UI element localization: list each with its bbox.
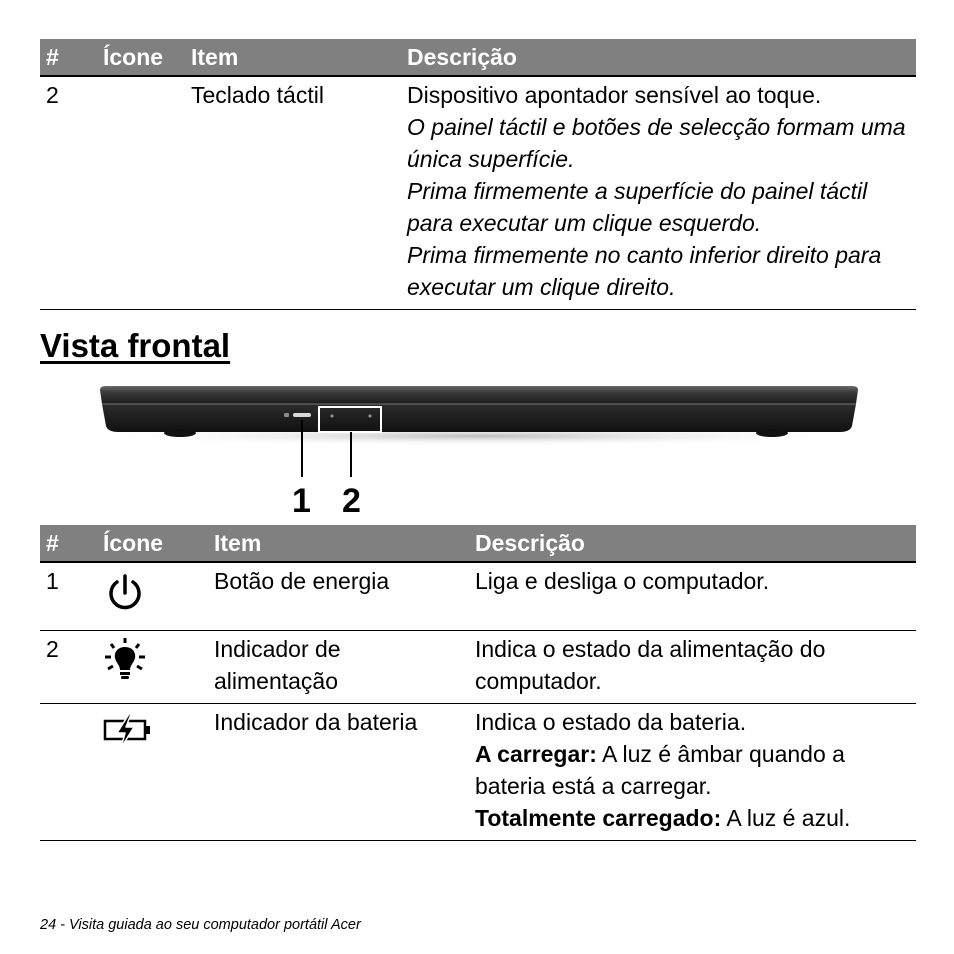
row-icon <box>97 703 208 840</box>
desc-note-2: Prima firmemente a superfície do painel táctil para executar um clique esquerdo. <box>407 178 868 236</box>
charging-text: A luz é âmbar quando a bateria está a carregar. <box>475 740 845 799</box>
battery-desc-main: Indica o estado da bateria. <box>475 708 747 735</box>
callout-label-2: 2 <box>342 482 361 520</box>
callout-label-1: 1 <box>292 482 311 520</box>
table-header <box>40 39 916 76</box>
battery-charging-icon <box>103 712 153 752</box>
header-number: # <box>40 525 97 562</box>
desc-main: Dispositivo apontador sensível ao toque. <box>407 82 822 108</box>
row-description <box>469 703 916 840</box>
row-icon <box>97 630 208 703</box>
header-description: Descrição <box>469 525 916 562</box>
header-description: Descrição <box>401 39 916 76</box>
row-icon <box>97 562 208 630</box>
front-view-table <box>40 525 916 841</box>
charging-label: A carregar: <box>475 740 597 767</box>
table-row <box>40 562 916 630</box>
row-number: 2 <box>40 630 97 703</box>
row-description: Liga e desliga o computador. <box>469 562 916 630</box>
table-row <box>40 630 916 703</box>
battery-desc-charging <box>475 738 910 802</box>
desc-note-3: Prima firmemente no canto inferior direito para executar um clique direito. <box>407 242 882 300</box>
row-item: Indicador da bateria <box>208 703 469 840</box>
row-description <box>401 76 916 310</box>
table-row <box>40 76 916 310</box>
row-number: 2 <box>40 76 97 310</box>
header-item: Item <box>208 525 469 562</box>
section-title: Vista frontal <box>40 327 231 364</box>
battery-desc-full <box>475 802 910 834</box>
row-item: Botão de energia <box>208 562 469 630</box>
row-description: Indica o estado da alimentação do computador. <box>469 630 916 703</box>
laptop-front-view-illustration <box>80 380 880 480</box>
row-item: Indicador de alimentação <box>208 630 469 703</box>
power-button-shape <box>293 413 311 417</box>
power-icon <box>103 571 147 615</box>
header-icon: Ícone <box>97 525 208 562</box>
header-item: Item <box>185 39 401 76</box>
table-header <box>40 525 916 562</box>
header-number: # <box>40 39 97 76</box>
row-icon <box>97 76 185 310</box>
full-text: A luz é azul. <box>721 804 851 831</box>
header-icon: Ícone <box>97 39 185 76</box>
power-indicator-icon <box>103 637 147 685</box>
touchpad-table <box>40 39 916 310</box>
table-row <box>40 703 916 840</box>
row-number <box>40 703 97 840</box>
desc-note-1: O painel táctil e botões de selecção formam uma única superfície. <box>407 114 906 172</box>
full-label: Totalmente carregado: <box>475 804 722 831</box>
row-item: Teclado táctil <box>185 76 401 310</box>
row-number: 1 <box>40 562 97 630</box>
page-footer: 24 - Visita guiada ao seu computador portátil Acer <box>40 917 361 933</box>
